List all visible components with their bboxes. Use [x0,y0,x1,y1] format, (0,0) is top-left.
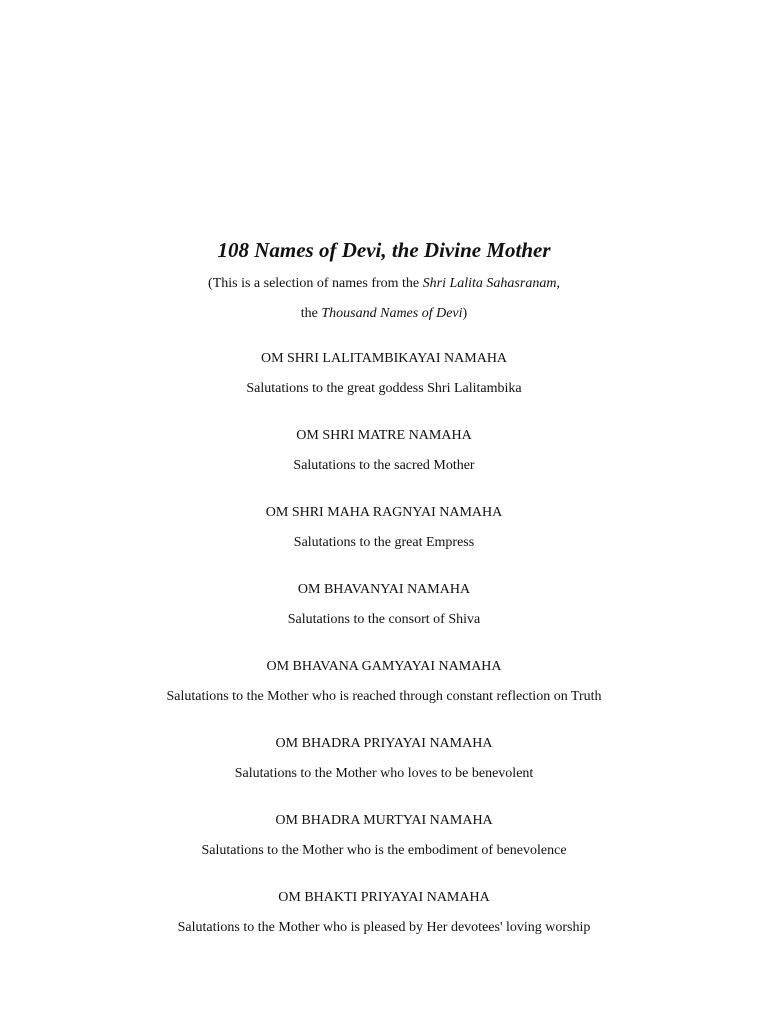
mantra: OM BHAVANA GAMYAYAI NAMAHA [266,659,502,674]
list-item [0,502,768,579]
meaning: Salutations to the sacred Mother [293,458,475,473]
meaning: Salutations to the Mother who is the embodiment of benevolence [201,843,567,858]
intro-line-1-prefix: (This is a selection of names from the [208,276,423,291]
document-title: 108 Names of Devi, the Divine Mother [217,238,551,262]
mantra: OM SHRI LALITAMBIKAYAI NAMAHA [260,351,508,366]
mantra: OM BHADRA MURTYAI NAMAHA [275,813,493,828]
list-item [0,733,768,810]
mantra: OM BHAVANYAI NAMAHA [297,582,471,597]
list-item [0,425,768,502]
mantra: OM BHADRA PRIYAYAI NAMAHA [275,736,493,751]
list-item [0,887,768,964]
intro-line-1-suffix: , [556,276,560,291]
intro-line-2-prefix: the [300,306,322,321]
meaning: Salutations to the great Empress [293,535,475,550]
meaning: Salutations to the Mother who is pleased by Her devotees' loving worship [177,920,591,935]
mantra: OM SHRI MAHA RAGNYAI NAMAHA [265,505,503,520]
list-item [0,348,768,425]
meaning: Salutations to the great goddess Shri Lalitambika [246,381,522,396]
intro-line-2-italic: Thousand Names of Devi [321,306,463,321]
intro-line-1 [0,274,768,294]
list-item [0,579,768,656]
list-item [0,656,768,733]
intro-line-2 [0,304,768,324]
names-list [0,348,768,964]
list-item [0,810,768,887]
mantra: OM BHAKTI PRIYAYAI NAMAHA [278,890,490,905]
mantra: OM SHRI MATRE NAMAHA [296,428,472,443]
intro-line-1-italic: Shri Lalita Sahasranam [422,276,557,291]
meaning: Salutations to the Mother who loves to be benevolent [234,766,534,781]
intro-line-2-suffix: ) [462,306,468,321]
meaning: Salutations to the consort of Shiva [287,612,481,627]
meaning: Salutations to the Mother who is reached through constant reflection on Truth [166,689,602,704]
